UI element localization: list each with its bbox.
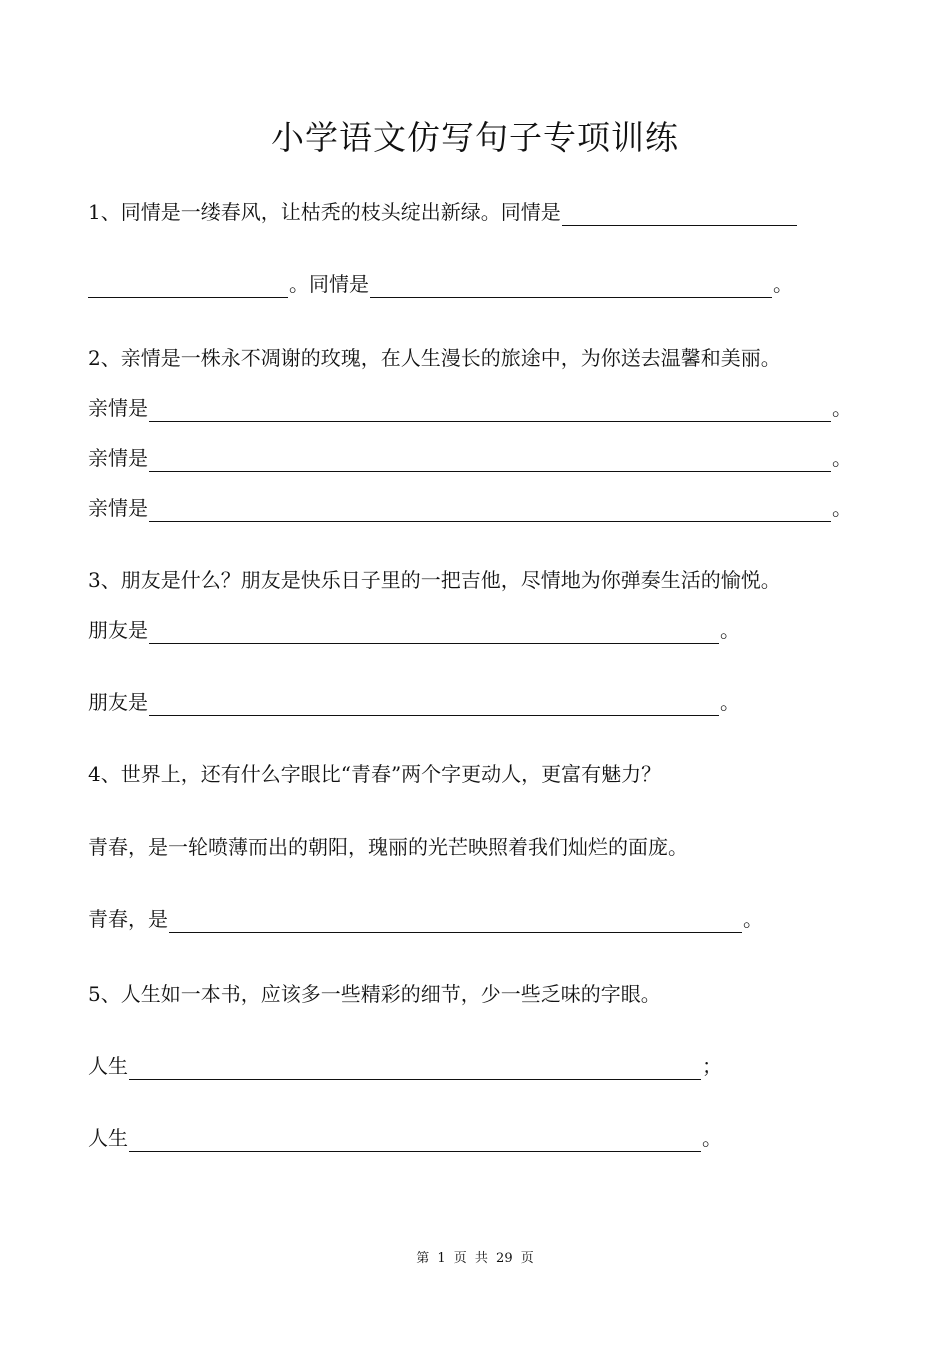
q3-stem: 朋友是 bbox=[88, 618, 148, 642]
q2-end: 。 bbox=[832, 496, 852, 520]
q2-stem: 亲情是 bbox=[88, 446, 148, 470]
q1-answer-blank-1[interactable] bbox=[562, 203, 797, 226]
q3-answer-line-2 bbox=[88, 688, 740, 716]
q3-stem: 朋友是 bbox=[88, 690, 148, 714]
q1-answer-blank-1b[interactable] bbox=[88, 275, 288, 298]
q5-end-semicolon: ； bbox=[702, 1054, 722, 1078]
q5-end-period: 。 bbox=[702, 1126, 722, 1150]
q4-prompt: 4、世界上，还有什么字眼比“青春”两个字更动人，更富有魅力？ bbox=[88, 762, 662, 786]
q4-example: 青春，是一轮喷薄而出的朝阳，瑰丽的光芒映照着我们灿烂的面庞。 bbox=[88, 835, 688, 859]
q2-answer-blank-1[interactable] bbox=[149, 399, 831, 422]
q2-prompt-line bbox=[88, 344, 781, 372]
q2-answer-blank-3[interactable] bbox=[149, 499, 831, 522]
q4-answer-blank[interactable] bbox=[169, 910, 742, 933]
q2-answer-blank-2[interactable] bbox=[149, 449, 831, 472]
q3-answer-blank-2[interactable] bbox=[149, 693, 719, 716]
q1-prompt: 1、同情是一缕春风，让枯秃的枝头绽出新绿。同情是 bbox=[88, 200, 561, 224]
q2-end: 。 bbox=[832, 396, 852, 420]
q5-prompt: 5、人生如一本书，应该多一些精彩的细节，少一些乏味的字眼。 bbox=[88, 982, 661, 1006]
q2-answer-line-3 bbox=[88, 494, 852, 522]
page-title: 小学语文仿写句子专项训练 bbox=[271, 118, 679, 157]
q3-prompt: 3、朋友是什么？朋友是快乐日子里的一把吉他，尽情地为你弹奏生活的愉悦。 bbox=[88, 568, 781, 592]
q2-prompt: 2、亲情是一株永不凋谢的玫瑰，在人生漫长的旅途中，为你送去温馨和美丽。 bbox=[88, 346, 781, 370]
q5-answer-blank-2[interactable] bbox=[129, 1129, 701, 1152]
q4-stem: 青春，是 bbox=[88, 907, 168, 931]
q3-answer-blank-1[interactable] bbox=[149, 621, 719, 644]
q5-stem: 人生 bbox=[88, 1054, 128, 1078]
q4-answer-line bbox=[88, 905, 763, 933]
q5-answer-line-2 bbox=[88, 1124, 722, 1152]
q5-prompt-line bbox=[88, 980, 661, 1008]
q3-end: 。 bbox=[720, 690, 740, 714]
q5-answer-blank-1[interactable] bbox=[129, 1057, 701, 1080]
q1-prompt-line bbox=[88, 198, 798, 226]
q1-continue-line bbox=[88, 270, 793, 298]
q1-end: 。 bbox=[773, 272, 793, 296]
q2-end: 。 bbox=[832, 446, 852, 470]
q3-prompt-line bbox=[88, 566, 781, 594]
q5-answer-line-1 bbox=[88, 1052, 722, 1080]
q4-end: 。 bbox=[743, 907, 763, 931]
q5-stem: 人生 bbox=[88, 1126, 128, 1150]
q4-example-line bbox=[88, 833, 688, 861]
q2-stem: 亲情是 bbox=[88, 396, 148, 420]
q3-answer-line-1 bbox=[88, 616, 740, 644]
q4-prompt-line bbox=[88, 760, 661, 788]
q2-answer-line-2 bbox=[88, 444, 852, 472]
q3-end: 。 bbox=[720, 618, 740, 642]
page-number-footer: 第 1 页 共 29 页 bbox=[416, 1251, 534, 1266]
q2-stem: 亲情是 bbox=[88, 496, 148, 520]
q2-answer-line-1 bbox=[88, 394, 852, 422]
q1-answer-blank-2[interactable] bbox=[370, 275, 772, 298]
q1-separator: 。同情是 bbox=[289, 272, 369, 296]
